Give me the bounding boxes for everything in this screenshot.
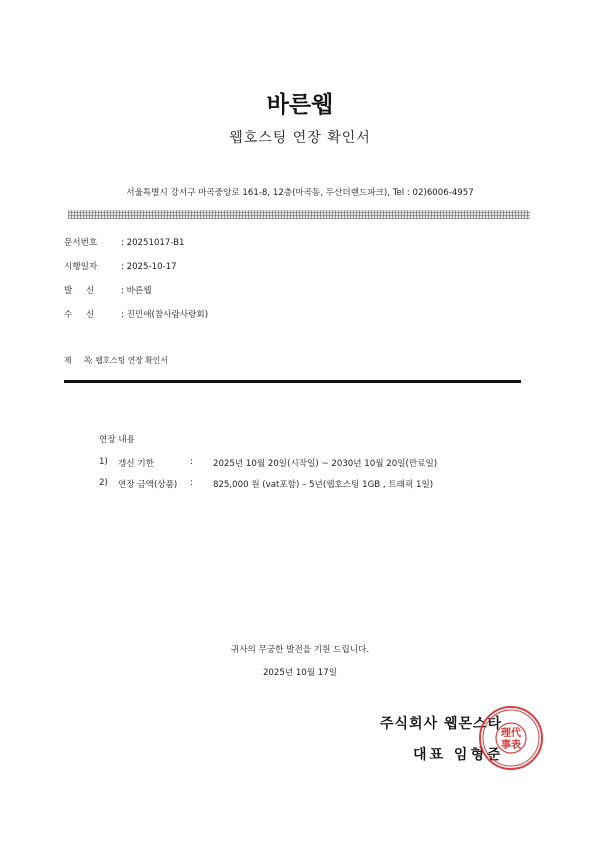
meta-doc-number bbox=[64, 236, 185, 248]
meta-label: 수 신 bbox=[64, 310, 95, 320]
meta-label: 발 신 bbox=[64, 286, 95, 296]
meta-label: 문서번호 bbox=[64, 238, 98, 248]
closing-remark: 귀사의 무궁한 발전을 기원 드립니다. bbox=[230, 645, 370, 655]
meta-value: : 바른웹 bbox=[121, 286, 152, 296]
item-number: 2) bbox=[99, 478, 108, 488]
document-title: 바른웹 bbox=[266, 91, 334, 118]
meta-recipient bbox=[64, 308, 208, 320]
representative-name: 대표 임형준 bbox=[413, 747, 504, 763]
company-seal-stamp bbox=[478, 705, 544, 771]
hatched-divider bbox=[68, 210, 530, 219]
item-number: 1) bbox=[99, 457, 108, 467]
item-colon: : bbox=[190, 457, 193, 467]
seal-text-bottom: 事表 bbox=[501, 740, 521, 751]
item-colon: : bbox=[190, 478, 193, 488]
meta-subject bbox=[64, 355, 168, 366]
meta-issue-date bbox=[64, 260, 177, 272]
heavy-divider bbox=[64, 380, 521, 383]
meta-label: 제 목 bbox=[64, 356, 92, 365]
section-title: 연장 내용 bbox=[99, 435, 135, 445]
meta-value: : 진민애(참사람사랑회) bbox=[121, 310, 209, 320]
item-value: 2025년 10월 20일(시작일) ~ 2030년 10월 20일(만료일) bbox=[213, 459, 438, 469]
issue-date: 2025년 10월 17일 bbox=[262, 668, 338, 678]
meta-value: : 2025-10-17 bbox=[121, 262, 177, 272]
company-address: 서울특별시 강서구 마곡중앙로 161-8, 12층(마곡동, 두산더랜드파크), Tel : 02)6006-4957 bbox=[126, 188, 474, 198]
seal-text-top: 理代 bbox=[501, 728, 521, 739]
document-subtitle: 웹호스팅 연장 확인서 bbox=[229, 130, 371, 146]
item-label: 연장 금액(상품) bbox=[118, 480, 178, 490]
meta-label: 시행일자 bbox=[64, 262, 98, 272]
meta-value: : 웹호스팅 연장 확인서 bbox=[90, 356, 168, 365]
item-value: 825,000 원 (vat포함) – 5년(웹호스팅 1GB , 트래픽 1일) bbox=[213, 480, 434, 490]
meta-sender bbox=[64, 284, 152, 296]
meta-value: : 20251017-B1 bbox=[121, 238, 185, 248]
item-label: 갱신 기한 bbox=[118, 459, 154, 469]
company-name: 주식회사 웹몬스타 bbox=[380, 716, 503, 732]
